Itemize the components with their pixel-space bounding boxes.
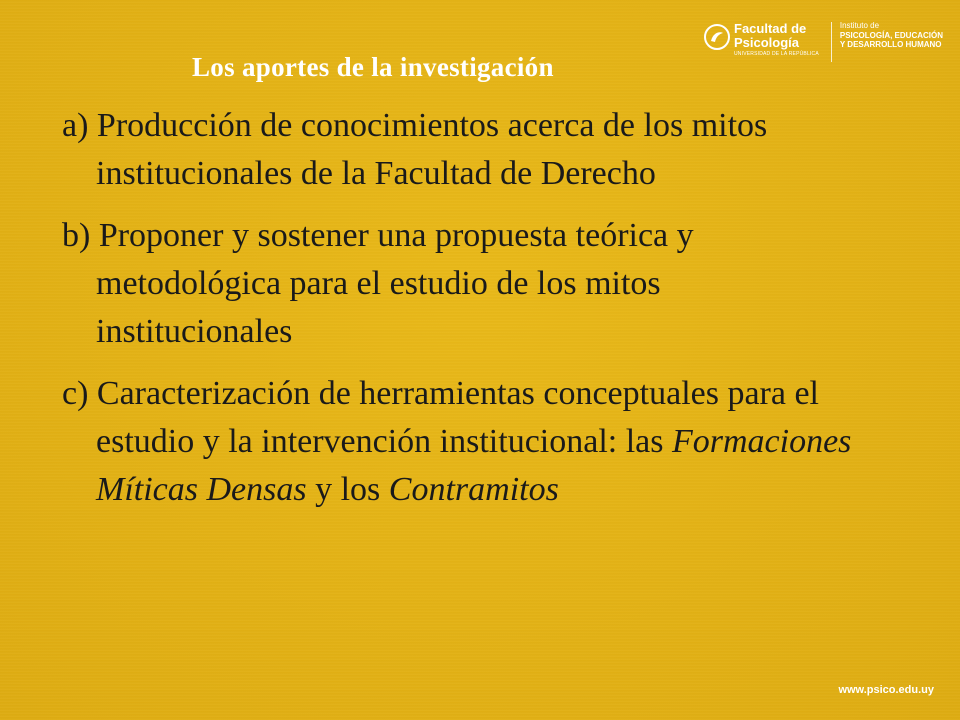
faculty-name-line2: Psicología xyxy=(734,35,800,50)
list-item-c-connector: y los xyxy=(306,471,389,508)
faculty-logo xyxy=(704,22,944,66)
footer-website: www.psico.edu.uy xyxy=(838,684,934,696)
faculty-emblem-icon xyxy=(704,24,730,50)
institute-line1: Instituto de xyxy=(839,21,880,30)
slide-title: Los aportes de la investigación xyxy=(192,52,554,82)
list-item-c xyxy=(62,370,862,514)
contramitos-term: Contramitos xyxy=(388,471,559,508)
logo-divider xyxy=(831,22,832,62)
faculty-name-line1: Facultad de xyxy=(734,21,807,36)
slide-body xyxy=(62,102,862,528)
institute-name xyxy=(840,22,943,49)
list-item-a: a) Producción de conocimientos acerca de los mitos institucionales de la Facultad de Derecho xyxy=(62,107,768,192)
formaciones-miticas-densas-term: Formaciones Míticas Densas xyxy=(96,423,852,508)
institute-line2: PSICOLOGÍA, EDUCACIÓN xyxy=(839,30,943,40)
list-item-c-text: c) Caracterización de herramientas conceptuales para el estudio y la intervención institucional: las xyxy=(62,375,819,460)
list-item-b: b) Proponer y sostener una propuesta teórica y metodológica para el estudio de los mitos institucionales xyxy=(62,217,694,350)
faculty-name xyxy=(734,22,819,57)
university-name: UNIVERSIDAD DE LA REPÚBLICA xyxy=(734,51,819,57)
institute-line3: Y DESARROLLO HUMANO xyxy=(839,39,942,49)
